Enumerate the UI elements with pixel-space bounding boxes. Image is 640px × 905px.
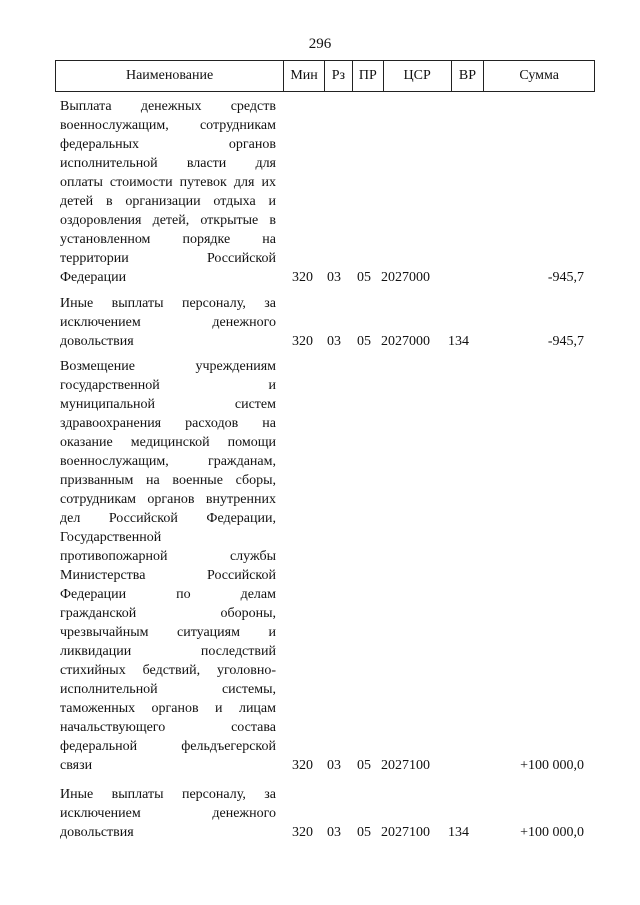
description-line: исполнительной власти для [60, 156, 276, 171]
description-line: довольствия [60, 334, 134, 349]
cell-sum: +100 000,0 [520, 825, 584, 840]
description-line: дел Российской Федерации, [60, 511, 276, 526]
description-line: ликвидации последствий [60, 644, 276, 659]
cell-sum: -945,7 [547, 334, 584, 349]
description-line: установленном порядке на [60, 232, 276, 247]
description-line: Федерации по делам [60, 587, 276, 602]
header-min: Мин [284, 61, 325, 91]
description-line: оказание медицинской помощи [60, 435, 276, 450]
description-line: начальствующего состава [60, 720, 276, 735]
cell-csr: 2027100 [381, 825, 430, 840]
cell-sum: -945,7 [547, 270, 584, 285]
description-line: таможенных органов и лицам [60, 701, 276, 716]
description-line: исключением денежного [60, 315, 276, 330]
description-line: Министерства Российской [60, 568, 276, 583]
cell-min: 320 [292, 270, 313, 285]
description-line: довольствия [60, 825, 134, 840]
description-line: связи [60, 758, 93, 773]
cell-vr: 134 [448, 334, 469, 349]
description-line: исполнительной системы, [60, 682, 276, 697]
description-line: федеральных органов [60, 137, 276, 152]
cell-rz: 03 [327, 270, 341, 285]
cell-pr: 05 [357, 825, 371, 840]
cell-rz: 03 [327, 334, 341, 349]
description-line: Федерации [60, 270, 127, 285]
header-pr: ПР [353, 61, 384, 91]
description-line: Иные выплаты персоналу, за [60, 296, 276, 311]
description-line: исключением денежного [60, 806, 276, 821]
header-rz: Рз [325, 61, 353, 91]
header-vr: ВР [452, 61, 485, 91]
cell-csr: 2027100 [381, 758, 430, 773]
header-name: Наименование [56, 61, 284, 91]
cell-rz: 03 [327, 825, 341, 840]
cell-pr: 05 [357, 758, 371, 773]
cell-pr: 05 [357, 270, 371, 285]
description-line: оздоровления детей, открытые в [60, 213, 276, 228]
header-sum: Сумма [519, 68, 560, 83]
description-line: здравоохранения расходов на [60, 416, 276, 431]
description-line: сотрудникам органов внутренних [60, 492, 276, 507]
cell-pr: 05 [357, 334, 371, 349]
description-line: территории Российской [60, 251, 276, 266]
table-header [55, 60, 595, 92]
description-line: детей в организации отдыха и [60, 194, 276, 209]
description-line: Иные выплаты персоналу, за [60, 787, 276, 802]
cell-csr: 2027000 [381, 334, 430, 349]
description-line: призванным на военные сборы, [60, 473, 276, 488]
cell-vr: 134 [448, 825, 469, 840]
description-line: муниципальной систем [60, 397, 276, 412]
cell-csr: 2027000 [381, 270, 430, 285]
cell-min: 320 [292, 758, 313, 773]
description-line: военнослужащим, сотрудникам [60, 118, 276, 133]
description-line: оплаты стоимости путевок для их [60, 175, 276, 190]
description-line: Выплата денежных средств [60, 99, 276, 114]
description-line: военнослужащим, гражданам, [60, 454, 276, 469]
row-description [60, 357, 276, 775]
page-number: 296 [308, 36, 332, 52]
cell-sum: +100 000,0 [520, 758, 584, 773]
description-line: федеральной фельдъегерской [60, 739, 276, 754]
header-csr: ЦСР [384, 61, 452, 91]
cell-min: 320 [292, 334, 313, 349]
row-description [60, 97, 276, 287]
description-line: противопожарной службы [60, 549, 276, 564]
description-line: чрезвычайным ситуациям и [60, 625, 276, 640]
description-line: государственной и [60, 378, 276, 393]
description-line: гражданской обороны, [60, 606, 276, 621]
description-line: Возмещение учреждениям [60, 359, 276, 374]
cell-rz: 03 [327, 758, 341, 773]
description-line: Государственной [60, 530, 162, 545]
row-description [60, 785, 276, 842]
row-description [60, 294, 276, 351]
cell-min: 320 [292, 825, 313, 840]
description-line: стихийных бедствий, уголовно- [60, 663, 276, 678]
